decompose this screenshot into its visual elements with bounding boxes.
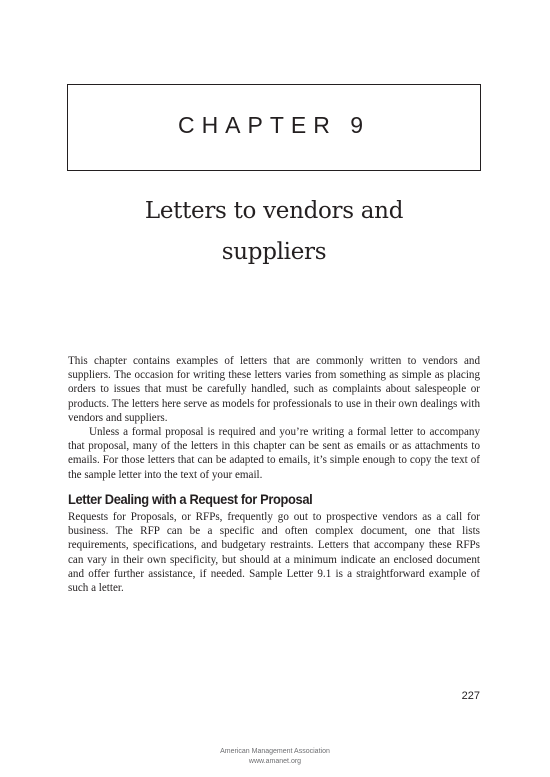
intro-paragraph-1: This chapter contains examples of letters that are commonly written to vendors and suppliers. The occasion for writing these letters varies from something as simple as placing orders to issues that must be carefully handled, such as complaints about salespeople or products. The letters here serve as models for professionals to use in their own dealings with vendors and suppliers. <box>68 355 480 424</box>
intro-paragraph-2: Unless a formal proposal is required and you’re writing a formal letter to accompany that proposal, many of the letters in this chapter can be sent as emails or as attachments to emails. For those letters that can be adapted to emails, it’s simple enough to copy the text of the sample letter into the text of your email. <box>68 426 480 481</box>
chapter-title-line-2: suppliers <box>221 239 327 265</box>
chapter-box <box>67 84 481 171</box>
section-paragraph: Requests for Proposals, or RFPs, frequently go out to prospective vendors as a call for business. The RFP can be a specific and often complex document, one that lists requirements, specifications, and budgetary restraints. Letters that accompany these RFPs can vary in their own specificity, but should at a minimum indicate an enclosed document and offer further assistance, if needed. Sample Letter 9.1 is a straightforward example of such a letter. <box>68 511 480 595</box>
page-number: 227 <box>461 690 480 702</box>
footer-website: www.amanet.org <box>248 758 302 765</box>
chapter-title-line-1: Letters to vendors and <box>144 198 404 224</box>
footer-publisher: American Management Association <box>220 748 330 755</box>
chapter-title <box>67 191 481 273</box>
section-heading: Letter Dealing with a Request for Proposal <box>68 491 313 507</box>
intro-text <box>68 354 480 482</box>
footer <box>0 747 550 767</box>
section-body <box>68 510 480 595</box>
chapter-heading: CHAPTER 9 <box>177 112 371 138</box>
